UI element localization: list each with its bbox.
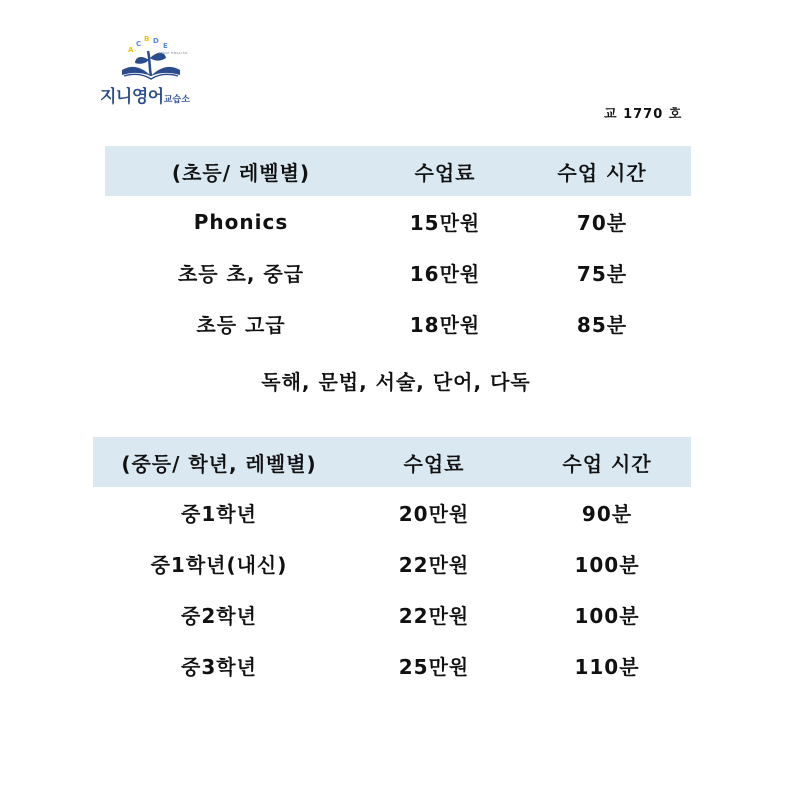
academy-logo	[100, 32, 220, 107]
time-cell: 85분	[576, 313, 628, 337]
time-cell: 70분	[576, 211, 628, 235]
table-header-row	[105, 146, 691, 196]
elementary-fee-table	[105, 146, 691, 349]
table-row	[105, 298, 691, 349]
header-fee: 수업료	[414, 160, 476, 185]
header-fee: 수업료	[403, 451, 465, 476]
subjects-note: 독해, 문법, 서술, 단어, 다독	[261, 370, 531, 394]
header-level: (초등/ 레벨별)	[171, 160, 311, 185]
table-row	[93, 589, 691, 640]
svg-text:B: B	[144, 35, 150, 43]
time-cell: 75분	[576, 262, 628, 286]
time-cell: 100분	[574, 553, 640, 577]
time-cell: 100분	[574, 604, 640, 628]
table-row	[105, 247, 691, 298]
book-sprout-icon	[118, 32, 188, 82]
table-header-row	[93, 437, 691, 487]
fee-cell: 20만원	[398, 502, 470, 526]
level-cell: Phonics	[193, 209, 289, 234]
logo-wordmark	[100, 82, 190, 107]
fee-cell: 22만원	[398, 553, 470, 577]
logo-suffix: 교습소	[163, 95, 190, 105]
level-cell: 중2학년	[181, 604, 257, 628]
table-row	[93, 538, 691, 589]
time-cell: 110분	[574, 655, 640, 679]
svg-text:C: C	[136, 40, 142, 48]
level-cell: 중3학년	[181, 655, 257, 679]
level-cell: 중1학년	[181, 502, 257, 526]
fee-cell: 16만원	[409, 262, 481, 286]
svg-text:D: D	[153, 37, 159, 45]
logo-tagline: GENIE ENGLISH	[158, 51, 188, 55]
fee-cell: 22만원	[398, 604, 470, 628]
level-cell: 초등 고급	[196, 313, 286, 337]
fee-cell: 18만원	[409, 313, 481, 337]
table-row	[105, 196, 691, 247]
header-time: 수업 시간	[562, 451, 652, 476]
time-cell: 90분	[581, 502, 633, 526]
header-time: 수업 시간	[557, 160, 647, 185]
svg-text:E: E	[163, 42, 168, 50]
fee-cell: 15만원	[409, 211, 481, 235]
table-row	[93, 640, 691, 691]
fee-cell: 25만원	[398, 655, 470, 679]
level-cell: 중1학년(내신)	[150, 553, 288, 577]
registration-number: 교 1770 호	[604, 107, 683, 122]
table-row	[93, 487, 691, 538]
level-cell: 초등 초, 중급	[177, 262, 305, 286]
middle-school-fee-table	[93, 437, 691, 691]
svg-text:A: A	[128, 46, 134, 54]
header-level: (중등/ 학년, 레벨별)	[121, 451, 317, 476]
logo-name: 지니영어	[100, 87, 164, 107]
